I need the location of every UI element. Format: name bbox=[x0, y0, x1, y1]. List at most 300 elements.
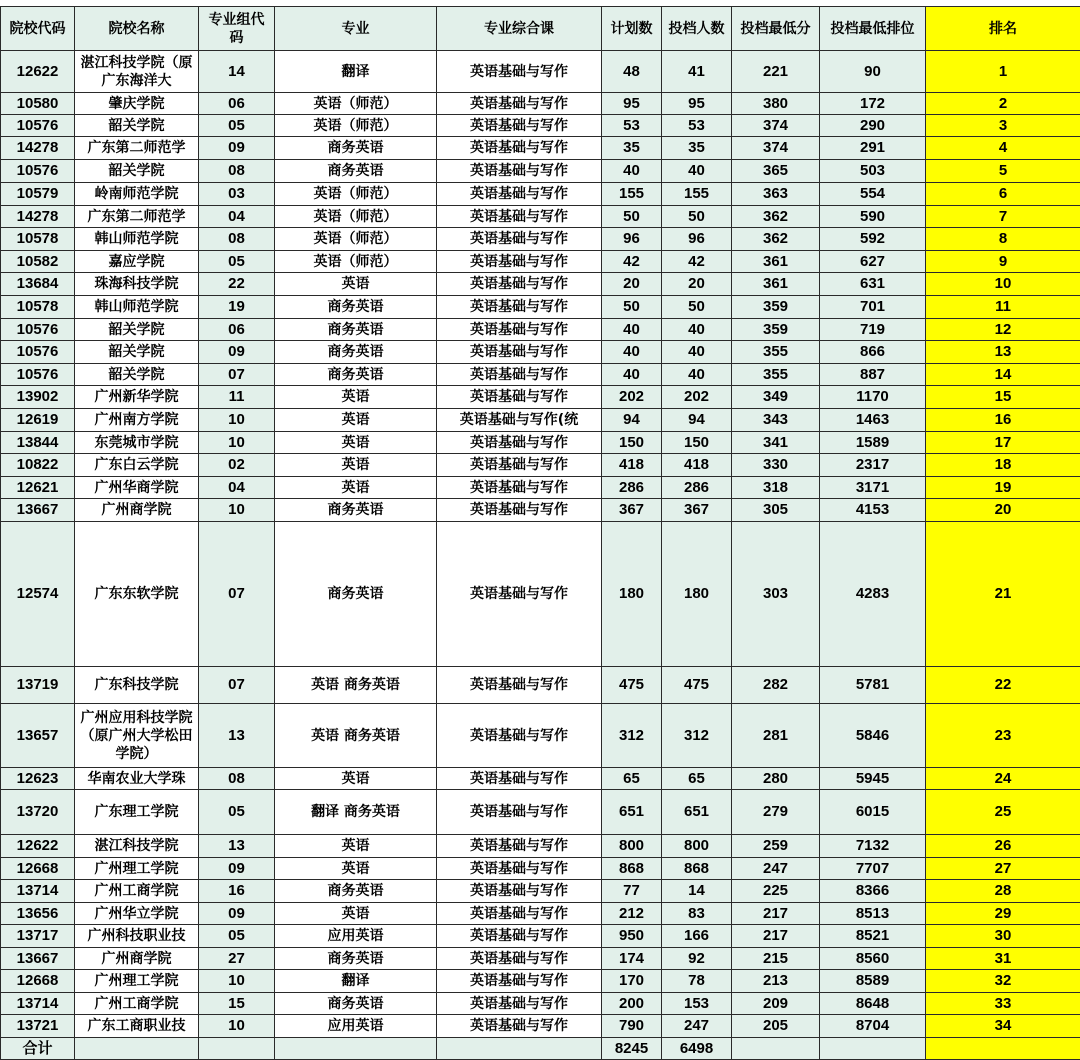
cell-min-rank: 592 bbox=[820, 228, 926, 251]
cell-major: 英语 bbox=[275, 409, 437, 432]
cell-school-name: 广东第二师范学 bbox=[75, 206, 199, 228]
cell-plan: 200 bbox=[602, 993, 662, 1015]
cell-school-name: 广东白云学院 bbox=[75, 454, 199, 477]
header-school-name: 院校名称 bbox=[75, 7, 199, 51]
cell-course: 英语基础与写作 bbox=[437, 522, 602, 667]
cell-rank: 14 bbox=[926, 364, 1080, 386]
cell-min-score: 225 bbox=[732, 880, 820, 903]
cell-course: 英语基础与写作 bbox=[437, 51, 602, 93]
cell-min-rank: 5846 bbox=[820, 704, 926, 768]
cell-major: 英语 商务英语 bbox=[275, 667, 437, 704]
cell-major: 商务英语 bbox=[275, 948, 437, 970]
cell-major: 商务英语 bbox=[275, 522, 437, 667]
cell-school-code: 10822 bbox=[1, 454, 75, 477]
cell-rank: 25 bbox=[926, 790, 1080, 835]
cell-group-code: 08 bbox=[199, 160, 275, 183]
cell-rank: 21 bbox=[926, 522, 1080, 667]
cell-plan: 418 bbox=[602, 454, 662, 477]
cell-plan: 40 bbox=[602, 341, 662, 364]
cell-group-code: 05 bbox=[199, 790, 275, 835]
cell-course: 英语基础与写作(统 bbox=[437, 409, 602, 432]
cell-min-rank: 8521 bbox=[820, 925, 926, 948]
cell-school-name: 韩山师范学院 bbox=[75, 228, 199, 251]
cell-min-rank: 2317 bbox=[820, 454, 926, 477]
cell-min-rank: 8704 bbox=[820, 1015, 926, 1038]
cell-count: 95 bbox=[662, 93, 732, 115]
cell-school-name: 广州理工学院 bbox=[75, 858, 199, 880]
cell-school-name: 韶关学院 bbox=[75, 341, 199, 364]
cell-school-code: 12668 bbox=[1, 970, 75, 993]
cell-count: 202 bbox=[662, 386, 732, 409]
cell-min-score: 361 bbox=[732, 251, 820, 273]
cell-course: 英语基础与写作 bbox=[437, 477, 602, 499]
cell-min-score: 362 bbox=[732, 228, 820, 251]
total-empty-1 bbox=[75, 1038, 199, 1060]
cell-school-code: 10576 bbox=[1, 341, 75, 364]
cell-min-rank: 4153 bbox=[820, 499, 926, 522]
cell-count: 868 bbox=[662, 858, 732, 880]
cell-course: 英语基础与写作 bbox=[437, 364, 602, 386]
table-row bbox=[1, 51, 1080, 93]
header-count: 投档人数 bbox=[662, 7, 732, 51]
cell-count: 180 bbox=[662, 522, 732, 667]
cell-count: 50 bbox=[662, 296, 732, 319]
cell-course: 英语基础与写作 bbox=[437, 903, 602, 925]
cell-min-rank: 554 bbox=[820, 183, 926, 206]
cell-plan: 40 bbox=[602, 319, 662, 341]
cell-plan: 475 bbox=[602, 667, 662, 704]
total-empty-3 bbox=[275, 1038, 437, 1060]
cell-school-name: 华南农业大学珠 bbox=[75, 768, 199, 790]
cell-min-rank: 90 bbox=[820, 51, 926, 93]
cell-group-code: 06 bbox=[199, 93, 275, 115]
cell-school-code: 12574 bbox=[1, 522, 75, 667]
cell-min-rank: 866 bbox=[820, 341, 926, 364]
cell-rank: 15 bbox=[926, 386, 1080, 409]
cell-count: 78 bbox=[662, 970, 732, 993]
cell-course: 英语基础与写作 bbox=[437, 251, 602, 273]
cell-min-rank: 5781 bbox=[820, 667, 926, 704]
cell-major: 英语 bbox=[275, 273, 437, 296]
cell-plan: 94 bbox=[602, 409, 662, 432]
cell-min-rank: 1170 bbox=[820, 386, 926, 409]
cell-school-name: 广州华立学院 bbox=[75, 903, 199, 925]
cell-rank: 28 bbox=[926, 880, 1080, 903]
table-row bbox=[1, 251, 1080, 273]
cell-rank: 10 bbox=[926, 273, 1080, 296]
cell-course: 英语基础与写作 bbox=[437, 768, 602, 790]
cell-major: 英语 bbox=[275, 386, 437, 409]
cell-count: 92 bbox=[662, 948, 732, 970]
cell-group-code: 07 bbox=[199, 364, 275, 386]
cell-group-code: 13 bbox=[199, 835, 275, 858]
header-row bbox=[1, 7, 1080, 51]
cell-school-code: 10578 bbox=[1, 296, 75, 319]
cell-count: 41 bbox=[662, 51, 732, 93]
cell-count: 94 bbox=[662, 409, 732, 432]
cell-course: 英语基础与写作 bbox=[437, 183, 602, 206]
cell-count: 651 bbox=[662, 790, 732, 835]
cell-group-code: 06 bbox=[199, 319, 275, 341]
cell-school-name: 韩山师范学院 bbox=[75, 296, 199, 319]
cell-min-score: 355 bbox=[732, 364, 820, 386]
cell-major: 翻译 bbox=[275, 970, 437, 993]
cell-group-code: 10 bbox=[199, 970, 275, 993]
cell-course: 英语基础与写作 bbox=[437, 925, 602, 948]
cell-rank: 17 bbox=[926, 432, 1080, 454]
cell-school-name: 岭南师范学院 bbox=[75, 183, 199, 206]
cell-course: 英语基础与写作 bbox=[437, 115, 602, 137]
total-empty-4 bbox=[437, 1038, 602, 1060]
cell-major: 商务英语 bbox=[275, 499, 437, 522]
cell-school-name: 珠海科技学院 bbox=[75, 273, 199, 296]
cell-school-code: 13720 bbox=[1, 790, 75, 835]
cell-school-code: 12668 bbox=[1, 858, 75, 880]
cell-group-code: 10 bbox=[199, 1015, 275, 1038]
cell-plan: 155 bbox=[602, 183, 662, 206]
table-row bbox=[1, 319, 1080, 341]
table-row bbox=[1, 768, 1080, 790]
cell-group-code: 02 bbox=[199, 454, 275, 477]
cell-school-name: 肇庆学院 bbox=[75, 93, 199, 115]
cell-major: 商务英语 bbox=[275, 319, 437, 341]
cell-school-code: 12622 bbox=[1, 835, 75, 858]
cell-rank: 23 bbox=[926, 704, 1080, 768]
cell-rank: 6 bbox=[926, 183, 1080, 206]
cell-rank: 30 bbox=[926, 925, 1080, 948]
cell-min-score: 355 bbox=[732, 341, 820, 364]
cell-count: 40 bbox=[662, 319, 732, 341]
table-row bbox=[1, 835, 1080, 858]
cell-min-score: 217 bbox=[732, 903, 820, 925]
cell-min-score: 279 bbox=[732, 790, 820, 835]
table-row bbox=[1, 273, 1080, 296]
cell-major: 英语 商务英语 bbox=[275, 704, 437, 768]
cell-rank: 29 bbox=[926, 903, 1080, 925]
cell-group-code: 27 bbox=[199, 948, 275, 970]
header-rank: 排名 bbox=[926, 7, 1080, 51]
table-row bbox=[1, 903, 1080, 925]
cell-rank: 2 bbox=[926, 93, 1080, 115]
cell-plan: 35 bbox=[602, 137, 662, 160]
cell-school-name: 广州应用科技学院（原广州大学松田学院） bbox=[75, 704, 199, 768]
cell-min-score: 341 bbox=[732, 432, 820, 454]
cell-major: 英语 bbox=[275, 432, 437, 454]
cell-course: 英语基础与写作 bbox=[437, 93, 602, 115]
cell-major: 翻译 商务英语 bbox=[275, 790, 437, 835]
cell-min-score: 330 bbox=[732, 454, 820, 477]
cell-min-score: 215 bbox=[732, 948, 820, 970]
table-row bbox=[1, 790, 1080, 835]
cell-school-code: 10578 bbox=[1, 228, 75, 251]
cell-count: 367 bbox=[662, 499, 732, 522]
cell-count: 14 bbox=[662, 880, 732, 903]
cell-rank: 1 bbox=[926, 51, 1080, 93]
cell-course: 英语基础与写作 bbox=[437, 1015, 602, 1038]
cell-group-code: 10 bbox=[199, 432, 275, 454]
table-row bbox=[1, 409, 1080, 432]
cell-course: 英语基础与写作 bbox=[437, 790, 602, 835]
cell-rank: 24 bbox=[926, 768, 1080, 790]
table-row bbox=[1, 522, 1080, 667]
cell-course: 英语基础与写作 bbox=[437, 970, 602, 993]
table-row bbox=[1, 704, 1080, 768]
cell-course: 英语基础与写作 bbox=[437, 432, 602, 454]
header-school-code: 院校代码 bbox=[1, 7, 75, 51]
cell-rank: 7 bbox=[926, 206, 1080, 228]
cell-course: 英语基础与写作 bbox=[437, 341, 602, 364]
cell-school-code: 10576 bbox=[1, 364, 75, 386]
table-row bbox=[1, 296, 1080, 319]
cell-plan: 77 bbox=[602, 880, 662, 903]
cell-plan: 65 bbox=[602, 768, 662, 790]
cell-major: 英语（师范） bbox=[275, 251, 437, 273]
table-row bbox=[1, 880, 1080, 903]
cell-school-name: 韶关学院 bbox=[75, 160, 199, 183]
cell-rank: 18 bbox=[926, 454, 1080, 477]
cell-min-rank: 5945 bbox=[820, 768, 926, 790]
table-row bbox=[1, 364, 1080, 386]
cell-plan: 170 bbox=[602, 970, 662, 993]
cell-major: 英语 bbox=[275, 903, 437, 925]
cell-plan: 790 bbox=[602, 1015, 662, 1038]
cell-rank: 22 bbox=[926, 667, 1080, 704]
cell-min-score: 303 bbox=[732, 522, 820, 667]
cell-min-rank: 887 bbox=[820, 364, 926, 386]
cell-plan: 150 bbox=[602, 432, 662, 454]
cell-course: 英语基础与写作 bbox=[437, 228, 602, 251]
cell-plan: 174 bbox=[602, 948, 662, 970]
cell-min-rank: 627 bbox=[820, 251, 926, 273]
cell-min-score: 361 bbox=[732, 273, 820, 296]
table-row bbox=[1, 341, 1080, 364]
cell-group-code: 19 bbox=[199, 296, 275, 319]
cell-plan: 651 bbox=[602, 790, 662, 835]
cell-course: 英语基础与写作 bbox=[437, 704, 602, 768]
cell-school-name: 广州新华学院 bbox=[75, 386, 199, 409]
cell-count: 40 bbox=[662, 160, 732, 183]
cell-group-code: 09 bbox=[199, 858, 275, 880]
cell-rank: 12 bbox=[926, 319, 1080, 341]
cell-school-code: 13844 bbox=[1, 432, 75, 454]
cell-rank: 33 bbox=[926, 993, 1080, 1015]
cell-school-name: 广东第二师范学 bbox=[75, 137, 199, 160]
cell-min-score: 380 bbox=[732, 93, 820, 115]
cell-course: 英语基础与写作 bbox=[437, 948, 602, 970]
cell-min-rank: 8513 bbox=[820, 903, 926, 925]
cell-school-name: 广州工商学院 bbox=[75, 880, 199, 903]
table-row bbox=[1, 432, 1080, 454]
cell-course: 英语基础与写作 bbox=[437, 993, 602, 1015]
cell-school-code: 13714 bbox=[1, 880, 75, 903]
total-label: 合计 bbox=[1, 1038, 75, 1060]
total-count: 6498 bbox=[662, 1038, 732, 1060]
cell-plan: 800 bbox=[602, 835, 662, 858]
cell-school-code: 13719 bbox=[1, 667, 75, 704]
table-row bbox=[1, 183, 1080, 206]
cell-major: 应用英语 bbox=[275, 1015, 437, 1038]
cell-count: 418 bbox=[662, 454, 732, 477]
cell-count: 475 bbox=[662, 667, 732, 704]
cell-course: 英语基础与写作 bbox=[437, 137, 602, 160]
cell-group-code: 13 bbox=[199, 704, 275, 768]
table-row bbox=[1, 206, 1080, 228]
cell-school-code: 10576 bbox=[1, 160, 75, 183]
cell-school-code: 13721 bbox=[1, 1015, 75, 1038]
table-row bbox=[1, 948, 1080, 970]
header-plan: 计划数 bbox=[602, 7, 662, 51]
cell-major: 英语 bbox=[275, 768, 437, 790]
total-empty-7 bbox=[926, 1038, 1080, 1060]
cell-rank: 34 bbox=[926, 1015, 1080, 1038]
cell-group-code: 07 bbox=[199, 522, 275, 667]
cell-min-score: 374 bbox=[732, 137, 820, 160]
cell-plan: 95 bbox=[602, 93, 662, 115]
cell-min-score: 221 bbox=[732, 51, 820, 93]
cell-group-code: 16 bbox=[199, 880, 275, 903]
cell-school-code: 13656 bbox=[1, 903, 75, 925]
cell-count: 40 bbox=[662, 341, 732, 364]
cell-school-name: 广东工商职业技 bbox=[75, 1015, 199, 1038]
cell-major: 英语 bbox=[275, 454, 437, 477]
cell-count: 150 bbox=[662, 432, 732, 454]
cell-group-code: 08 bbox=[199, 228, 275, 251]
cell-course: 英语基础与写作 bbox=[437, 835, 602, 858]
cell-group-code: 14 bbox=[199, 51, 275, 93]
cell-min-score: 281 bbox=[732, 704, 820, 768]
cell-min-score: 205 bbox=[732, 1015, 820, 1038]
cell-school-name: 广州商学院 bbox=[75, 499, 199, 522]
cell-group-code: 04 bbox=[199, 206, 275, 228]
total-empty-2 bbox=[199, 1038, 275, 1060]
cell-min-rank: 503 bbox=[820, 160, 926, 183]
cell-min-score: 247 bbox=[732, 858, 820, 880]
cell-plan: 367 bbox=[602, 499, 662, 522]
cell-school-code: 12619 bbox=[1, 409, 75, 432]
cell-major: 英语（师范） bbox=[275, 93, 437, 115]
cell-count: 96 bbox=[662, 228, 732, 251]
cell-count: 153 bbox=[662, 993, 732, 1015]
header-min-rank: 投档最低排位 bbox=[820, 7, 926, 51]
cell-school-code: 12623 bbox=[1, 768, 75, 790]
cell-rank: 32 bbox=[926, 970, 1080, 993]
cell-school-name: 韶关学院 bbox=[75, 319, 199, 341]
cell-major: 英语（师范） bbox=[275, 115, 437, 137]
cell-min-score: 365 bbox=[732, 160, 820, 183]
cell-plan: 212 bbox=[602, 903, 662, 925]
cell-count: 286 bbox=[662, 477, 732, 499]
cell-plan: 868 bbox=[602, 858, 662, 880]
cell-group-code: 09 bbox=[199, 341, 275, 364]
cell-school-code: 13717 bbox=[1, 925, 75, 948]
cell-plan: 180 bbox=[602, 522, 662, 667]
cell-school-code: 13667 bbox=[1, 499, 75, 522]
cell-school-name: 广州理工学院 bbox=[75, 970, 199, 993]
cell-min-rank: 701 bbox=[820, 296, 926, 319]
table-row bbox=[1, 386, 1080, 409]
table-row bbox=[1, 970, 1080, 993]
cell-school-code: 10580 bbox=[1, 93, 75, 115]
cell-major: 英语 bbox=[275, 835, 437, 858]
cell-count: 83 bbox=[662, 903, 732, 925]
cell-min-score: 362 bbox=[732, 206, 820, 228]
cell-min-rank: 8589 bbox=[820, 970, 926, 993]
cell-course: 英语基础与写作 bbox=[437, 319, 602, 341]
admission-table bbox=[0, 6, 1080, 1060]
cell-count: 155 bbox=[662, 183, 732, 206]
cell-group-code: 15 bbox=[199, 993, 275, 1015]
cell-school-name: 广州华商学院 bbox=[75, 477, 199, 499]
cell-major: 翻译 bbox=[275, 51, 437, 93]
cell-min-score: 280 bbox=[732, 768, 820, 790]
total-row bbox=[1, 1038, 1080, 1060]
cell-school-name: 广州科技职业技 bbox=[75, 925, 199, 948]
cell-course: 英语基础与写作 bbox=[437, 206, 602, 228]
cell-min-score: 305 bbox=[732, 499, 820, 522]
cell-course: 英语基础与写作 bbox=[437, 454, 602, 477]
cell-course: 英语基础与写作 bbox=[437, 160, 602, 183]
cell-min-rank: 8648 bbox=[820, 993, 926, 1015]
cell-school-code: 14278 bbox=[1, 137, 75, 160]
cell-school-code: 10576 bbox=[1, 115, 75, 137]
cell-major: 商务英语 bbox=[275, 296, 437, 319]
table-row bbox=[1, 993, 1080, 1015]
table-row bbox=[1, 93, 1080, 115]
cell-min-score: 363 bbox=[732, 183, 820, 206]
cell-plan: 50 bbox=[602, 296, 662, 319]
cell-major: 英语 bbox=[275, 477, 437, 499]
cell-major: 商务英语 bbox=[275, 993, 437, 1015]
cell-school-name: 广东科技学院 bbox=[75, 667, 199, 704]
cell-course: 英语基础与写作 bbox=[437, 499, 602, 522]
cell-rank: 27 bbox=[926, 858, 1080, 880]
cell-count: 166 bbox=[662, 925, 732, 948]
cell-plan: 20 bbox=[602, 273, 662, 296]
cell-major: 商务英语 bbox=[275, 137, 437, 160]
cell-plan: 96 bbox=[602, 228, 662, 251]
cell-major: 商务英语 bbox=[275, 880, 437, 903]
cell-min-rank: 1589 bbox=[820, 432, 926, 454]
cell-school-name: 湛江科技学院（原广东海洋大 bbox=[75, 51, 199, 93]
table-row bbox=[1, 137, 1080, 160]
cell-min-score: 282 bbox=[732, 667, 820, 704]
cell-count: 800 bbox=[662, 835, 732, 858]
header-course: 专业综合课 bbox=[437, 7, 602, 51]
cell-course: 英语基础与写作 bbox=[437, 296, 602, 319]
cell-group-code: 07 bbox=[199, 667, 275, 704]
cell-rank: 11 bbox=[926, 296, 1080, 319]
cell-rank: 20 bbox=[926, 499, 1080, 522]
cell-group-code: 09 bbox=[199, 137, 275, 160]
cell-min-rank: 631 bbox=[820, 273, 926, 296]
cell-min-rank: 172 bbox=[820, 93, 926, 115]
cell-rank: 19 bbox=[926, 477, 1080, 499]
table-row bbox=[1, 454, 1080, 477]
cell-group-code: 10 bbox=[199, 409, 275, 432]
cell-count: 35 bbox=[662, 137, 732, 160]
cell-school-code: 13667 bbox=[1, 948, 75, 970]
cell-school-code: 10576 bbox=[1, 319, 75, 341]
cell-plan: 312 bbox=[602, 704, 662, 768]
cell-min-score: 209 bbox=[732, 993, 820, 1015]
table-row bbox=[1, 115, 1080, 137]
cell-min-score: 349 bbox=[732, 386, 820, 409]
cell-plan: 202 bbox=[602, 386, 662, 409]
cell-school-code: 12621 bbox=[1, 477, 75, 499]
cell-school-name: 广东东软学院 bbox=[75, 522, 199, 667]
cell-plan: 53 bbox=[602, 115, 662, 137]
cell-rank: 3 bbox=[926, 115, 1080, 137]
